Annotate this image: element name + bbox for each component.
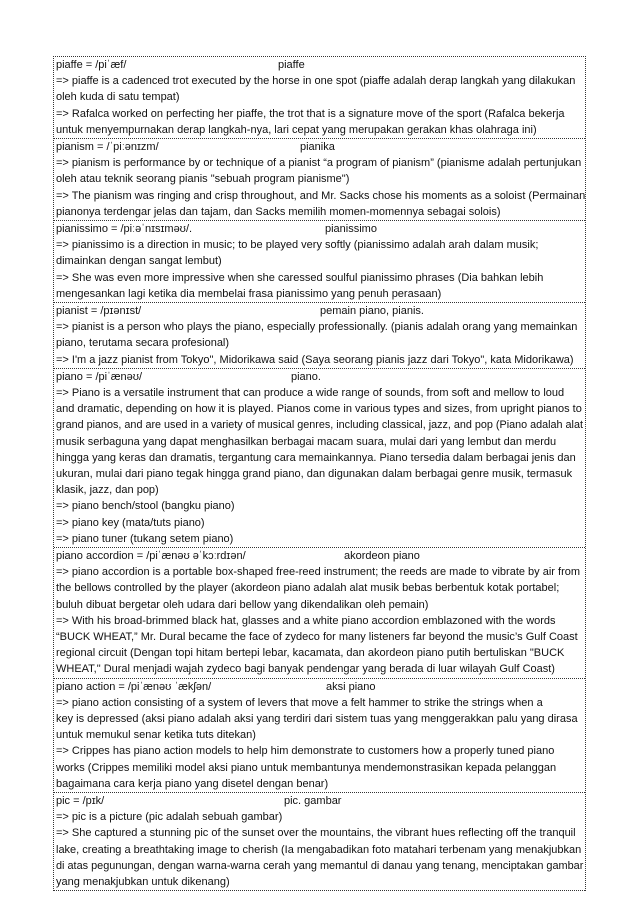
entry-translation: pic. gambar: [284, 795, 342, 808]
entry-headword-row: [54, 793, 585, 809]
entry-piano: [54, 369, 585, 548]
entry-headword-row: [54, 139, 585, 155]
entry-line: => With his broad-brimmed black hat, glasses and a white piano accordion emblazoned with the words: [56, 614, 556, 627]
entry-line: => piano action consisting of a system of levers that move a felt hammer to strike the strings when a: [56, 696, 543, 709]
entry-line: => piaffe is a cadenced trot executed by the horse in one spot (piaffe adalah derap langkah yang dilakukan: [56, 75, 576, 88]
entry-line: => The pianism was ringing and crisp throughout, and Mr. Sacks chose his moments as a soloist (Permainan: [56, 189, 586, 202]
entry-translation: pianika: [300, 141, 335, 153]
entry-line: untuk memukul senar ketika tuts ditekan): [56, 729, 256, 742]
entry-line: => pianissimo is a direction in music; to be played very softly (pianissimo adalah arah dalam musik;: [56, 239, 539, 252]
entry-line: di atas pegunungan, dengan warna-warna cerah yang memantul di danau yang tenang, menciptakan gambar: [56, 859, 584, 872]
entry-line: works (Crippes memiliki model aksi piano untuk membantunya mendemonstrasikan kepada pelanggan: [56, 761, 557, 774]
entry-line: piano, terutama secara profesional): [56, 337, 230, 350]
entry-pianissimo: [54, 221, 585, 303]
entry-line: => I'm a jazz pianist from Tokyo", Midorikawa said (Saya seorang pianis jazz dari Tokyo", kata Midorikawa): [56, 353, 574, 366]
entry-line: buluh dibuat bergetar oleh udara dari bellow yang dikendalikan oleh pemain): [56, 598, 429, 611]
entry-term: pianissimo = /piːəˈnɪsɪməʊ/.: [56, 223, 193, 235]
entry-line: key is depressed (aksi piano adalah aksi yang terdiri dari sistem tuas yang menggerakkan palu yang dirasa: [56, 713, 578, 726]
entry-line: klasik, jazz, dan pop): [56, 484, 159, 497]
entry-piaffe: [54, 57, 585, 139]
entry-translation: piaffe: [278, 59, 305, 71]
entry-headword-row: [54, 57, 585, 73]
entry-term: pianism = /ˈpiːənɪzm/: [56, 141, 159, 153]
entry-line: lake, creating a breathtaking image to cherish (Ia mengabadikan foto matahari terbenam yang menakjubkan: [56, 843, 582, 856]
entry-headword-row: [54, 303, 585, 319]
entry-translation: pemain piano, pianis.: [320, 305, 424, 317]
entry-translation: piano.: [291, 370, 321, 383]
entry-translation: aksi piano: [326, 680, 376, 693]
entry-pic: [54, 793, 585, 891]
entry-line: mengesankan lagi ketika dia membelai frasa pianissimo yang penuh perasaan): [56, 287, 442, 300]
entry-line: dimainkan dengan sangat lembut): [56, 255, 222, 268]
entry-line: => pic is a picture (pic adalah sebuah gambar): [56, 811, 283, 824]
entry-headword-row: [54, 221, 585, 237]
entry-line: oleh kuda di satu tempat): [56, 91, 180, 104]
entry-headword-row: [54, 548, 585, 564]
entry-headword-row: [54, 369, 585, 385]
entry-line: => Piano is a versatile instrument that can produce a wide range of sounds, from soft and mellow to loud: [56, 386, 565, 399]
entry-term: pic = /pɪk/: [56, 795, 105, 808]
entry-term: piano = /piˈænəʊ/: [56, 370, 143, 383]
entry-pianist: [54, 303, 585, 369]
entry-term: pianist = /pɪənɪst/: [56, 305, 142, 317]
entry-line: => piano accordion is a portable box-shaped free-reed instrument; the reeds are made to vibrate by air from: [56, 566, 581, 579]
entry-line: bagaimana cara kerja piano yang disetel dengan benar): [56, 777, 329, 790]
entry-line: “BUCK WHEAT,” Mr. Dural became the face of zydeco for many listeners far beyond the music’s Gulf Coast: [56, 631, 578, 644]
entry-line: => She was even more impressive when she caressed soulful pianissimo phrases (Dia bahkan lebih: [56, 271, 544, 284]
entry-line: grand pianos, and are used in a variety of musical genres, including classical, jazz, and pop (Piano adalah alat: [56, 419, 583, 432]
entry-line: => Crippes has piano action models to help him demonstrate to customers how a properly tuned piano: [56, 745, 555, 758]
entry-line: and dramatic, depending on how it is played. Pianos come in various types and sizes, from upright pianos to: [56, 403, 582, 416]
entry-line: => piano key (mata/tuts piano): [56, 516, 205, 529]
entry-line: => She captured a stunning pic of the sunset over the mountains, the vibrant hues reflecting off the tranquil: [56, 827, 576, 840]
entry-line: WHEAT," Dural menjadi wajah zydeco bagi banyak pendengar yang berada di luar wilayah Gulf Coast): [56, 663, 555, 676]
entry-pianism: [54, 139, 585, 221]
entry-line: => pianist is a person who plays the piano, especially professionally. (pianis adalah orang yang memainkan: [56, 321, 578, 334]
entry-translation: akordeon piano: [344, 550, 420, 563]
entry-line: untuk menyempurnakan derap langkah-nya, lari cepat yang merupakan gerakan khas olahraga ini): [56, 123, 537, 136]
entry-line: hingga yang keras dan dramatis, tergantung cara memainkannya. Piano tersedia dalam berbagai jenis dan: [56, 451, 576, 464]
entry-translation: pianissimo: [325, 223, 377, 235]
entry-term: piano action = /piˈænəʊ ˈækʃən/: [56, 680, 212, 693]
entry-line: pianonya terdengar jelas dan tajam, dan Sacks memilih momen-momennya sebagai solois): [56, 205, 501, 218]
entry-piano-accordion: [54, 548, 585, 679]
entry-term: piaffe = /piˈæf/: [56, 59, 127, 71]
entry-headword-row: [54, 679, 585, 695]
entry-line: musik serbaguna yang dapat menghasilkan berbagai macam suara, mulai dari yang lembut dan merdu: [56, 435, 557, 448]
dictionary-document: [53, 56, 586, 891]
entry-piano-action: [54, 679, 585, 793]
entry-line: regional circuit (Dengan topi hitam bertepi lebar, kacamata, dan akordeon piano putih bertuliskan "BUCK: [56, 647, 565, 660]
entry-line: the bellows controlled by the player (akordeon piano adalah alat musik bebas berbentuk kotak portabel;: [56, 582, 560, 595]
entry-line: => pianism is performance by or technique of a pianist “a program of pianism” (pianisme adalah pertunjukan: [56, 157, 582, 170]
entry-line: => Rafalca worked on perfecting her piaffe, the trot that is a signature move of the sport (Rafalca bekerja: [56, 107, 565, 120]
entry-line: oleh atau teknik seorang pianis "sebuah program pianisme"): [56, 173, 350, 186]
entry-line: => piano tuner (tukang setem piano): [56, 532, 234, 545]
entry-line: yang menakjubkan untuk dikenang): [56, 876, 230, 889]
entry-line: ukuran, mulai dari piano tegak hingga grand piano, dan digunakan dalam berbagai genre musik, termasuk: [56, 468, 573, 480]
entry-line: => piano bench/stool (bangku piano): [56, 500, 235, 513]
entry-term: piano accordion = /piˈænəʊ əˈkɔːrdɪən/: [56, 550, 246, 563]
